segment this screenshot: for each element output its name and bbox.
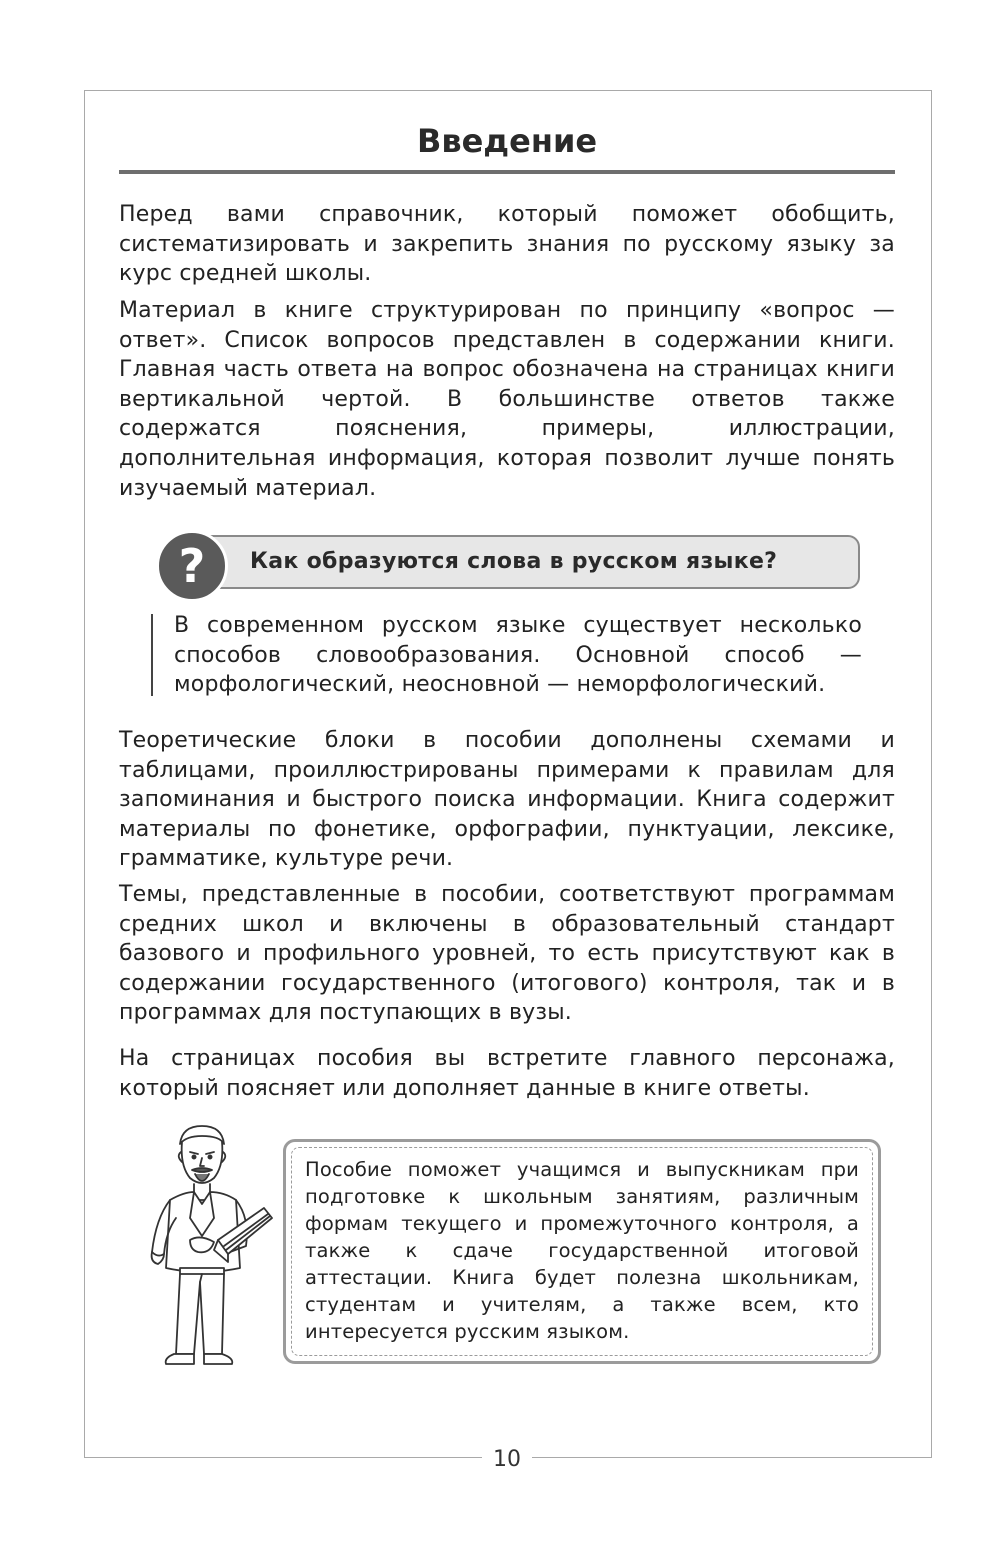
frame-bottom-right (532, 1457, 932, 1458)
intro-paragraph-3: Теоретические блоки в пособии дополнены схемами и таблицами, проиллюстрированы примерами к правилам для запоминания и быстрого поиска информации. Книга содержит материалы по фонетике, орфографии, пунктуации, лексике, грамматике, культуре речи. (119, 728, 895, 872)
teacher-with-book-illustration (140, 1122, 280, 1370)
intro-paragraph-1: Перед вами справочник, который поможет обобщить, систематизировать и закрепить знания по русскому языку за курс средней школы. (119, 202, 895, 287)
frame-bottom-left (84, 1457, 482, 1458)
intro-paragraph-5: На страницах пособия вы встретите главного персонажа, который поясняет или дополняет данные в книге ответы. (119, 1046, 895, 1101)
example-answer: В современном русском языке существует несколько способов словообразования. Основной способ — морфологический, неосновной — неморфологический. (174, 613, 862, 698)
answer-vertical-line (151, 614, 153, 696)
page-number: 10 (493, 1447, 521, 1472)
intro-paragraph-2: Материал в книге структурирован по принципу «вопрос — ответ». Список вопросов представлен в содержании книги. Главная часть ответа на вопрос обозначена на страницах книги вертикальной чертой. В большинстве ответов также содержатся пояснения, примеры, иллюстрации, дополнительная информация, которая позволит лучше понять изучаемый материал. (119, 298, 895, 501)
note-text: Пособие поможет учащимся и выпускникам при подготовке к школьным занятиям, различным формам текущего и промежуточного контроля, а также к сдаче государственной итоговой аттестации. Книга будет полезна школьникам, студентам и учителям, а также всем, кто интересуется русским языком. (305, 1158, 859, 1343)
question-mark-icon: ? (156, 530, 228, 602)
intro-paragraph-4: Темы, представленные в пособии, соответствуют программам средних школ и включены в образовательный стандарт базового и профильного уровней, то есть присутствуют как в содержании государственного (итогового) контроля, так и в программах для поступающих в вузы. (119, 882, 895, 1026)
page-title: Введение (416, 122, 598, 160)
example-question: Как образуются слова в русском языке? (250, 549, 778, 574)
title-rule (119, 170, 895, 174)
